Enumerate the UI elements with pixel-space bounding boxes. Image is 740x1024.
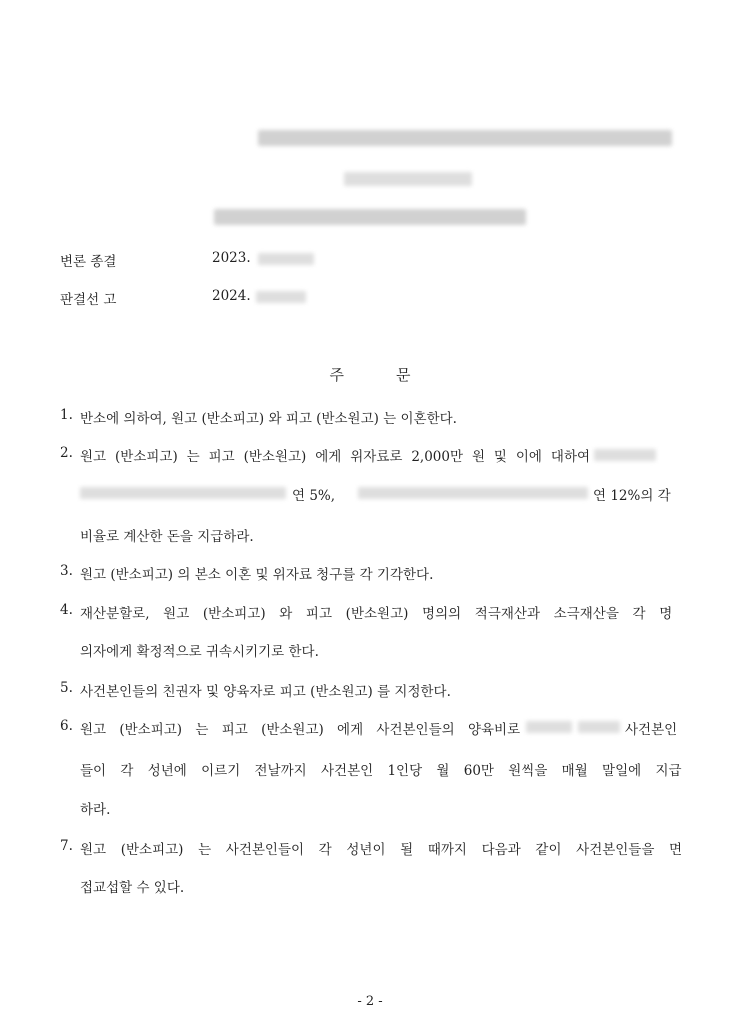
- redacted-item-2-c: [358, 487, 588, 499]
- item-1-text: 반소에 의하여, 원고 (반소피고) 와 피고 (반소원고) 는 이혼한다.: [80, 411, 457, 427]
- verdict-date: 2024.: [212, 288, 251, 304]
- heading-right: 문: [396, 366, 411, 384]
- redacted-item-2-b: [80, 487, 286, 499]
- item-7-line-2: 접교섭할 수 있다.: [80, 880, 185, 896]
- item-4-number: 4.: [60, 602, 73, 618]
- item-1-number: 1.: [60, 407, 73, 423]
- redacted-conclusion-date: [258, 253, 314, 265]
- item-3-text: 원고 (반소피고) 의 본소 이혼 및 위자료 청구를 각 기각한다.: [80, 567, 434, 583]
- item-4-line-2: 의자에게 확정적으로 귀속시키기로 한다.: [80, 644, 319, 660]
- item-6-line-3: 하라.: [80, 802, 111, 818]
- item-7-line-1: 원고 (반소피고) 는 사건본인들이 각 성년이 될 때까지 다음과 같이 사건본인들을 면: [80, 842, 683, 858]
- verdict-label: 판결선 고: [60, 292, 117, 308]
- item-5-number: 5.: [60, 680, 73, 696]
- redacted-party-line: [214, 209, 526, 225]
- item-6-line-2: 들이 각 성년에 이르기 전날까지 사건본인 1인당 월 60만 원씩을 매월 말일에 지급: [80, 763, 682, 779]
- item-2-line-2b: 연 12%의 각: [593, 488, 671, 504]
- heading-left: 주: [329, 366, 344, 384]
- redacted-case-name: [344, 172, 472, 186]
- item-3-number: 3.: [60, 563, 73, 579]
- item-2-number: 2.: [60, 445, 73, 461]
- item-6-number: 6.: [60, 718, 73, 734]
- redacted-verdict-date: [256, 291, 306, 303]
- redacted-item-2-a: [594, 449, 656, 461]
- conclusion-date: 2023.: [212, 250, 251, 266]
- redacted-item-6-a: [526, 721, 572, 733]
- item-5-text: 사건본인들의 친권자 및 양육자로 피고 (반소원고) 를 지정한다.: [80, 684, 451, 700]
- item-2-line-1: 원고 (반소피고) 는 피고 (반소원고) 에게 위자료로 2,000만 원 및 이에 대하여: [80, 449, 591, 465]
- item-7-number: 7.: [60, 838, 73, 854]
- section-heading: [0, 364, 740, 385]
- item-4-line-1: 재산분할로, 원고 (반소피고) 와 피고 (반소원고) 명의의 적극재산과 소극재산을 각 명: [80, 606, 673, 622]
- item-2-line-2a: 연 5%,: [292, 488, 336, 504]
- item-6-line-1b: 사건본인: [625, 722, 678, 738]
- redacted-case-number: [258, 130, 672, 146]
- conclusion-label: 변론 종결: [60, 254, 117, 270]
- item-2-line-3: 비율로 계산한 돈을 지급하라.: [80, 529, 254, 545]
- page-number: - 2 -: [357, 994, 383, 1009]
- redacted-item-6-b: [578, 721, 620, 733]
- item-6-line-1a: 원고 (반소피고) 는 피고 (반소원고) 에게 사건본인들의 양육비로: [80, 722, 521, 738]
